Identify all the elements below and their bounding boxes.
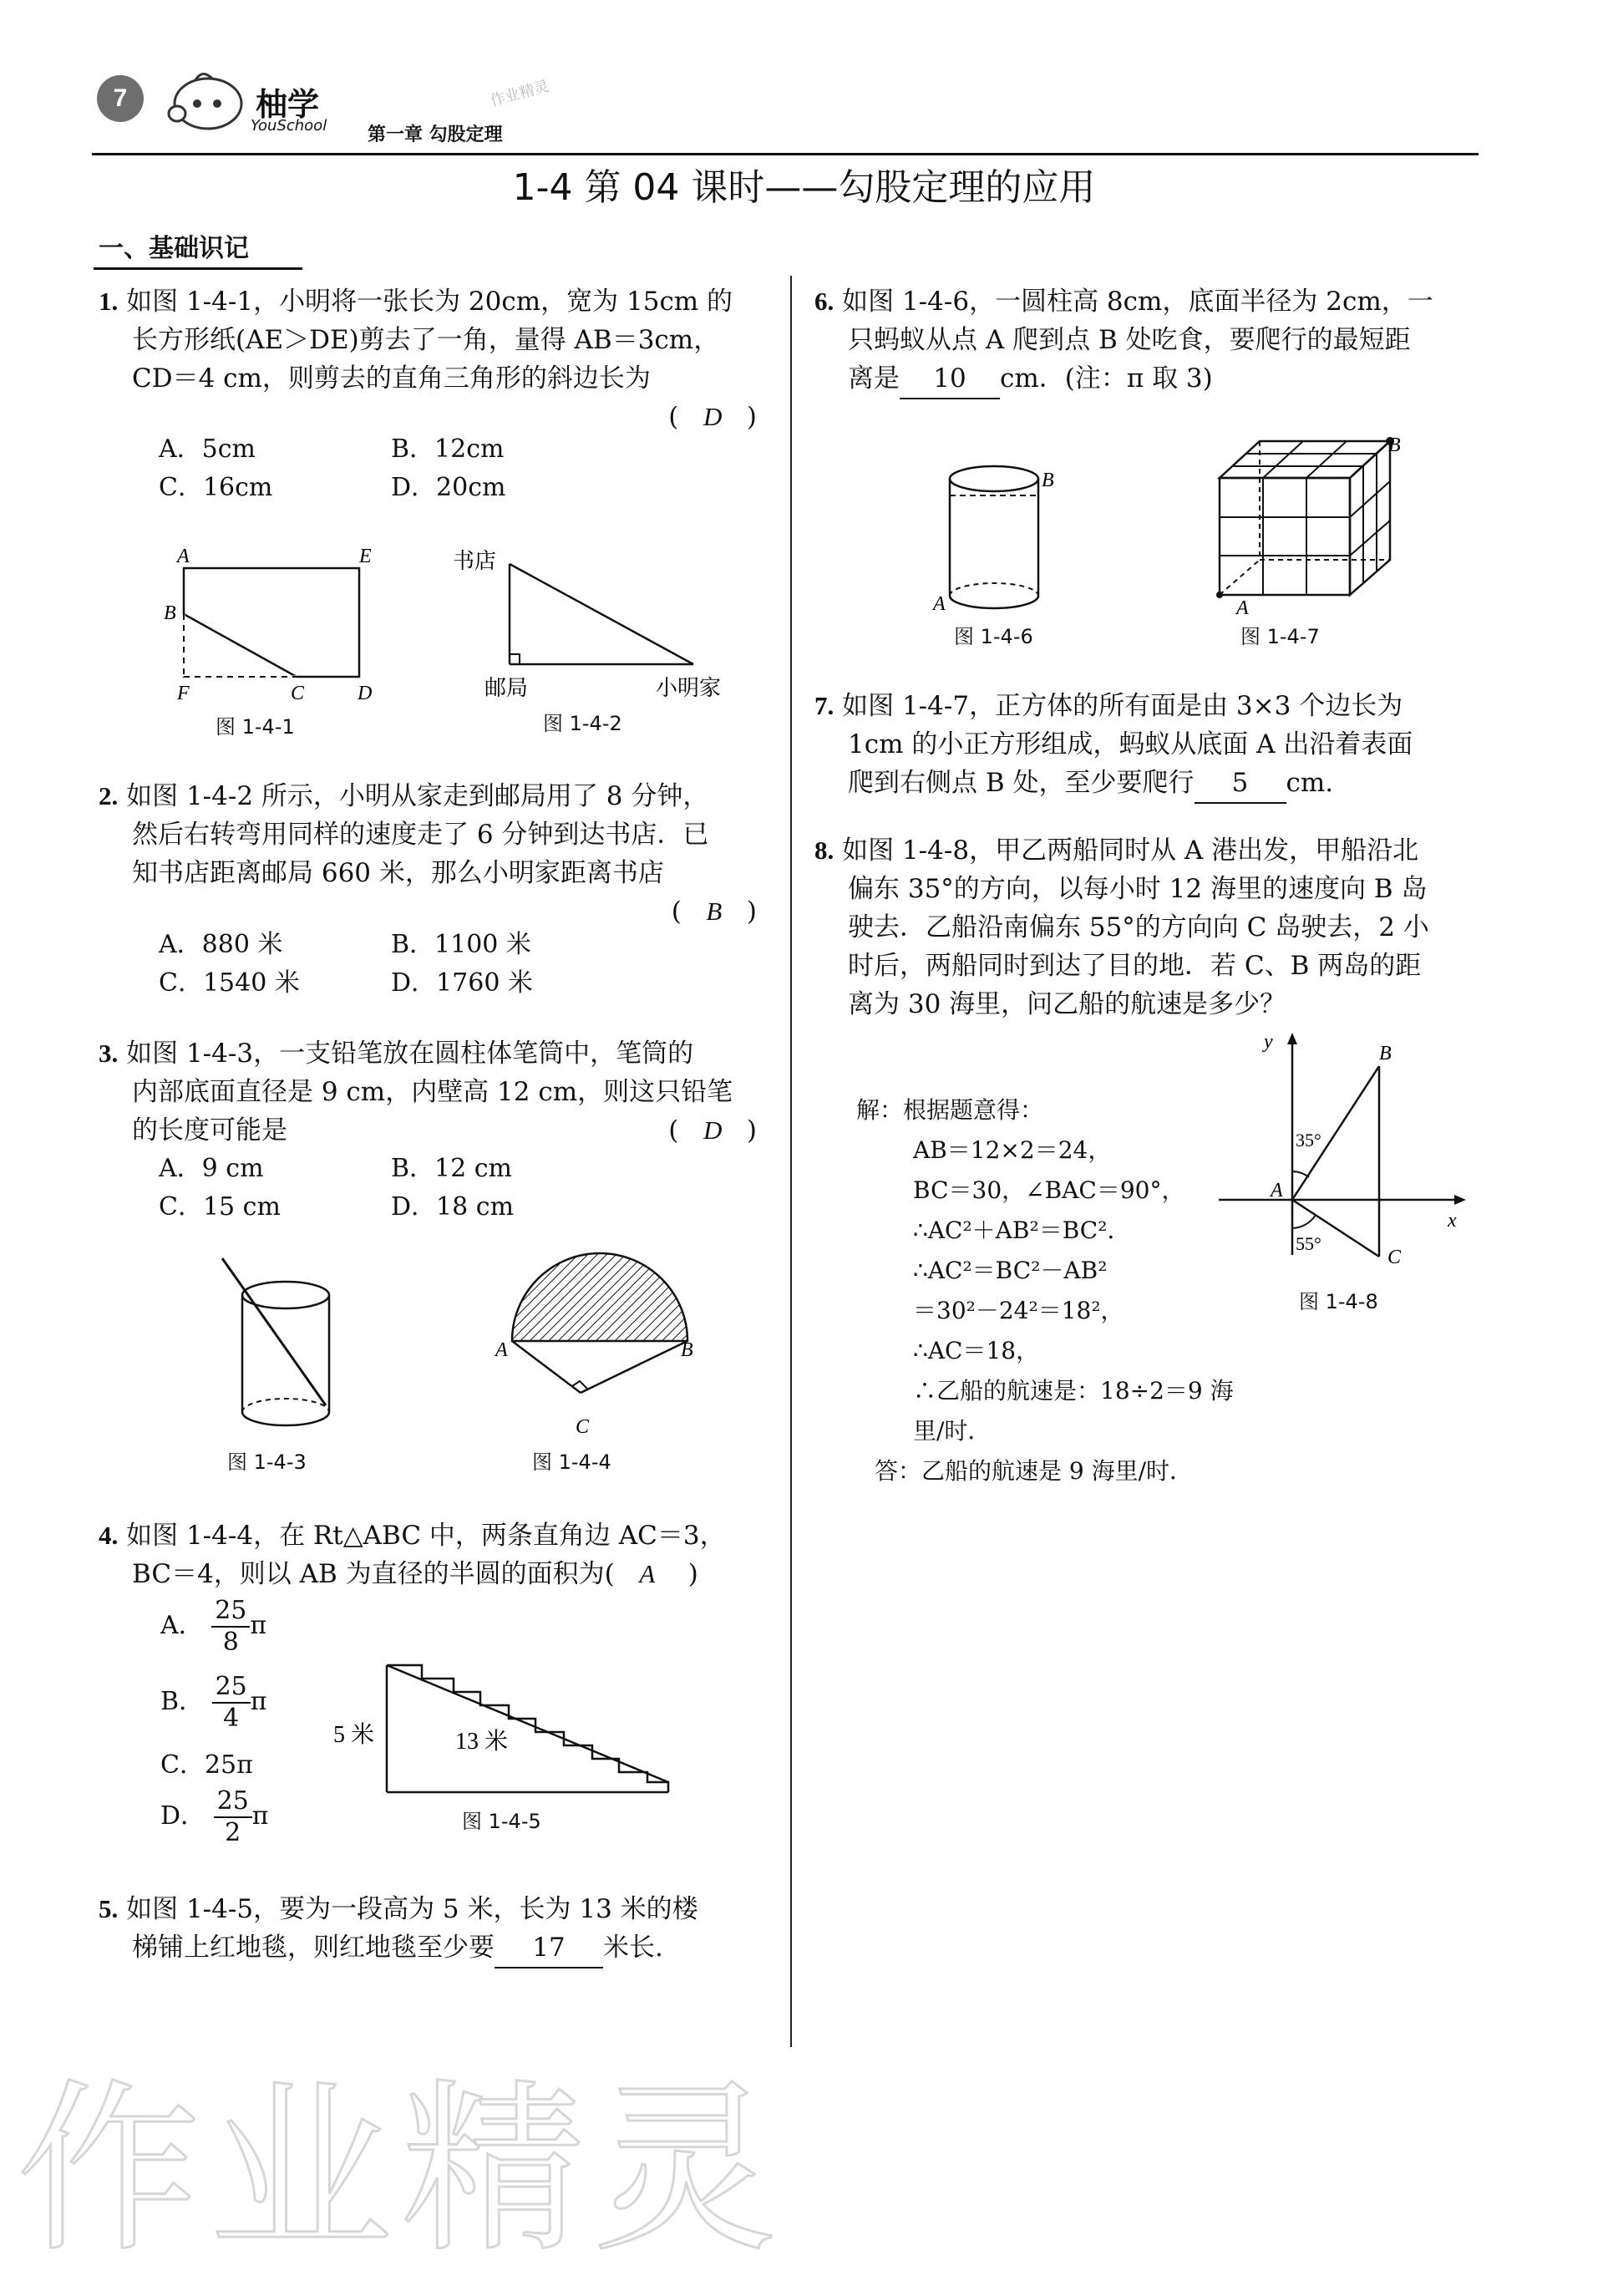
question-5 — [99, 1890, 767, 1968]
question-line: 如图 1-4-1，小明将一张长为 20cm，宽为 15cm 的 — [126, 287, 733, 317]
option-c: C．15 cm — [159, 1192, 281, 1222]
solution-line: ∴AC²＋AB²＝BC²． — [913, 1217, 1131, 1244]
fraction-numerator: 25 — [214, 1786, 252, 1818]
question-line: 如图 1-4-4，在 Rt△ABC 中，两条直角边 AC＝3， — [126, 1521, 726, 1551]
point-label: C — [576, 1416, 590, 1438]
page-title: 1-4 第 04 课时——勾股定理的应用 — [512, 166, 1096, 209]
option-b: B．12 cm — [391, 1154, 513, 1183]
figure-caption: 图 1-4-2 — [543, 712, 622, 735]
option-d: D．18 cm — [391, 1192, 515, 1222]
stamp-seal: 作业精灵 — [488, 77, 551, 110]
figure-caption: 图 1-4-6 — [954, 625, 1033, 648]
question-line: 如图 1-4-7，正方体的所有面是由 3×3 个边长为 — [842, 691, 1403, 721]
option-b: B．1100 米 — [391, 930, 531, 959]
option-a: A．5cm — [159, 434, 256, 464]
question-number: 4. — [99, 1521, 119, 1550]
point-label: A — [933, 593, 946, 615]
axis-label: y — [1264, 1031, 1273, 1053]
pi-suffix: π — [250, 1611, 267, 1640]
answer-blank: 10 — [900, 359, 1000, 399]
point-label: C — [1387, 1247, 1402, 1268]
question-line: 驶去．乙船沿南偏东 55°的方向向 C 岛驶去，2 小 — [848, 912, 1429, 942]
solution-line: ∴乙船的航速是：18÷2＝9 海里/时． — [913, 1377, 1234, 1445]
question-line: 如图 1-4-3，一支铅笔放在圆柱体笔筒中，笔筒的 — [126, 1039, 694, 1069]
question-line: 偏东 35°的方向，以每小时 12 海里的速度向 B 岛 — [848, 874, 1428, 904]
point-label: F — [177, 683, 190, 704]
question-line: 爬到右侧点 B 处，至少要爬行 — [848, 768, 1195, 798]
answer-bracket: ( D ) — [668, 402, 757, 432]
chapter-title: 第一章 勾股定理 — [368, 124, 503, 145]
angle-label: 35° — [1296, 1130, 1321, 1151]
question-line: cm. — [1286, 768, 1334, 798]
figure-caption: 图 1-4-7 — [1240, 625, 1320, 648]
question-1 — [99, 282, 767, 436]
solution-line: ∴AC＝18， — [913, 1337, 1040, 1364]
option-a — [160, 1596, 266, 1658]
point-label: B — [164, 602, 176, 624]
pi-suffix: π — [250, 1687, 267, 1716]
figure-caption: 图 1-4-1 — [216, 715, 295, 739]
question-6 — [814, 282, 1483, 399]
question-line: BC＝4，则以 AB 为直径的半圆的面积为( — [132, 1559, 615, 1589]
option-a: A．880 米 — [159, 930, 283, 959]
question-line: 时后，两船同时到达了目的地．若 C、B 两岛的距 — [848, 951, 1422, 981]
point-label: A — [1271, 1180, 1283, 1201]
figure-1-4-4 — [489, 1249, 714, 1445]
question-line: 然后右转弯用同样的速度走了 6 分钟到达书店．已 — [132, 820, 709, 850]
figure-caption: 图 1-4-3 — [227, 1450, 307, 1474]
place-label: 书店 — [453, 549, 497, 573]
solution-line: ∴AC²＝BC²－AB² — [913, 1257, 1108, 1284]
angle-label: 55° — [1296, 1233, 1321, 1254]
axis-label: x — [1448, 1210, 1457, 1232]
point-label: B — [1388, 434, 1401, 456]
brand-name: 柚学 — [256, 86, 320, 123]
figure-caption: 图 1-4-4 — [532, 1450, 611, 1474]
column-divider — [790, 276, 792, 2047]
point-label: B — [681, 1339, 693, 1361]
figure-caption: 图 1-4-5 — [462, 1810, 541, 1833]
figure-1-4-8 — [1215, 1029, 1474, 1280]
place-label: 邮局 — [484, 676, 529, 700]
solution-line: BC＝30，∠BAC＝90°， — [913, 1176, 1185, 1204]
option-label: B． — [160, 1687, 205, 1716]
question-line: 只蚂蚁从点 A 爬到点 B 处吃食，要爬行的最短距 — [848, 325, 1411, 355]
point-label: B — [1042, 470, 1054, 491]
question-line: 1cm 的小正方形组成，蚂蚁从底面 A 出沿着表面 — [848, 729, 1413, 759]
question-number: 8. — [814, 836, 834, 865]
question-7 — [814, 687, 1483, 804]
question-number: 7. — [814, 691, 834, 720]
header-rule — [92, 153, 1479, 155]
solution-line: ＝30²－24²＝18²， — [913, 1297, 1124, 1324]
section-heading: 一、基础识记 — [99, 234, 249, 263]
option-d — [160, 1786, 269, 1848]
section-rule — [94, 267, 302, 270]
figure-1-4-6 — [931, 458, 1073, 625]
question-line: 如图 1-4-6，一圆柱高 8cm，底面半径为 2cm，一 — [842, 287, 1433, 317]
question-line: cm．(注：π 取 3) — [1000, 363, 1213, 394]
height-label: 5 米 — [333, 1722, 375, 1748]
question-2 — [99, 777, 767, 931]
point-label: A — [1236, 597, 1249, 618]
answer-value: D — [703, 1115, 723, 1145]
question-number: 1. — [99, 287, 119, 316]
answer-value: D — [703, 402, 723, 431]
figure-1-4-1 — [159, 539, 393, 714]
fraction-numerator: 25 — [212, 1672, 251, 1704]
question-3 — [99, 1034, 767, 1150]
fraction — [212, 1672, 251, 1734]
answer-value: B — [706, 897, 723, 926]
fraction-denominator: 2 — [225, 1818, 241, 1847]
solution-line: AB＝12×2＝24， — [913, 1136, 1112, 1164]
question-line: 知书店距离邮局 660 米，那么小明家距离书店 — [132, 858, 664, 888]
fraction — [211, 1596, 250, 1658]
pi-suffix: π — [251, 1801, 269, 1831]
option-d: D．20cm — [391, 473, 506, 502]
question-line: 离是 — [848, 363, 900, 394]
solution — [856, 1090, 1249, 1491]
fraction — [214, 1786, 252, 1848]
answer-blank: 5 — [1195, 764, 1286, 804]
answer-bracket: ( D ) — [668, 1115, 757, 1145]
figure-caption: 图 1-4-8 — [1299, 1290, 1378, 1313]
watermark: 作业精灵 — [17, 2063, 786, 2277]
page-number-badge: 7 — [97, 75, 144, 122]
figure-1-4-5 — [330, 1659, 681, 1801]
brand-english: YouSchool — [251, 117, 327, 135]
question-number: 6. — [814, 287, 834, 316]
answer-value: A — [639, 1559, 656, 1588]
option-c: C．25π — [160, 1750, 253, 1780]
answer-blank: 17 — [495, 1928, 603, 1968]
point-label: B — [1379, 1043, 1392, 1064]
option-c: C．16cm — [159, 473, 273, 502]
question-8 — [814, 831, 1483, 1024]
figure-1-4-7 — [1203, 426, 1403, 618]
figure-1-4-2 — [451, 543, 735, 710]
point-label: D — [358, 683, 373, 704]
bracket-close: ) — [687, 1559, 698, 1589]
option-a: A．9 cm — [159, 1154, 264, 1183]
question-line: 如图 1-4-8，甲乙两船同时从 A 港出发，甲船沿北 — [842, 836, 1419, 866]
point-label: A — [177, 546, 190, 567]
solution-line: 答：乙船的航速是 9 海里/时． — [875, 1457, 1194, 1485]
question-number: 5. — [99, 1894, 119, 1923]
length-label: 13 米 — [455, 1729, 509, 1755]
option-d: D．1760 米 — [391, 968, 533, 998]
question-line: 米长. — [603, 1933, 663, 1963]
option-label: A． — [160, 1611, 204, 1640]
fraction-numerator: 25 — [211, 1596, 250, 1628]
question-line: CD＝4 cm，则剪去的直角三角形的斜边长为 — [132, 363, 651, 394]
option-b: B．12cm — [391, 434, 505, 464]
header — [92, 58, 1479, 159]
question-line: 离为 30 海里，问乙船的航速是多少？ — [848, 989, 1286, 1019]
question-line: 如图 1-4-5，要为一段高为 5 米，长为 13 米的楼 — [126, 1894, 698, 1924]
place-label: 小明家 — [656, 676, 722, 700]
option-b — [160, 1672, 267, 1734]
option-label: D． — [160, 1801, 206, 1831]
question-line: 如图 1-4-2 所示，小明从家走到邮局用了 8 分钟， — [126, 781, 709, 811]
question-line: 长方形纸(AE＞DE)剪去了一角，量得 AB＝3cm， — [132, 325, 720, 355]
fraction-denominator: 4 — [223, 1704, 240, 1733]
answer-bracket: ( B ) — [671, 897, 757, 927]
question-4 — [99, 1516, 767, 1593]
question-line: 内部底面直径是 9 cm，内壁高 12 cm，则这只铅笔 — [132, 1077, 733, 1107]
question-number: 3. — [99, 1039, 119, 1068]
solution-line: 解：根据题意得： — [856, 1096, 1044, 1124]
option-c: C．1540 米 — [159, 968, 300, 998]
pomelo-mascot-icon — [162, 65, 254, 132]
point-label: A — [495, 1339, 508, 1361]
question-number: 2. — [99, 781, 119, 810]
question-line: 的长度可能是 — [132, 1115, 287, 1145]
question-line: 梯铺上红地毯，则红地毯至少要 — [132, 1933, 495, 1963]
point-label: C — [291, 683, 305, 704]
point-label: E — [359, 546, 372, 567]
figure-1-4-3 — [209, 1253, 359, 1445]
fraction-denominator: 8 — [222, 1628, 239, 1657]
